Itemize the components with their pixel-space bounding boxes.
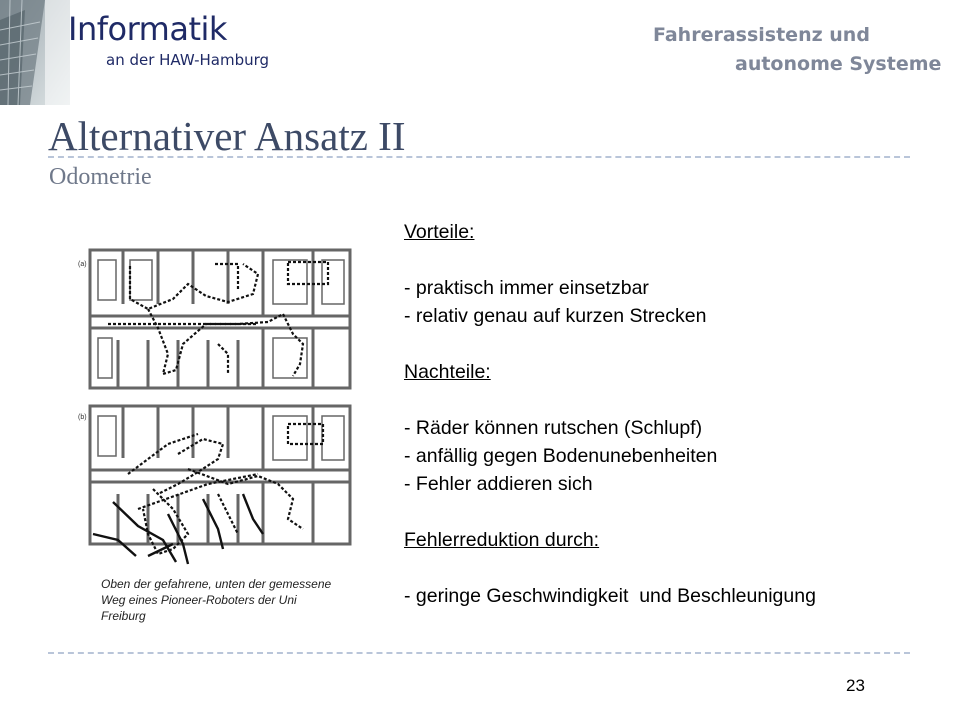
pros-heading: Vorteile: [404, 221, 475, 243]
reduction-item: - geringe Geschwindigkeit und Beschleunigung [404, 585, 816, 607]
pros-item: - relativ genau auf kurzen Strecken [404, 305, 707, 327]
pros-item: - praktisch immer einsetzbar [404, 277, 649, 299]
footer-divider [48, 652, 910, 654]
slide-title: Alternativer Ansatz II [48, 113, 406, 159]
course-title-line1: Fahrerassistenz und [653, 24, 870, 46]
floorplan-b [90, 406, 350, 544]
floorplan-a [90, 250, 350, 388]
figure-caption: Oben der gefahrene, unten der gemessene Weg eines Pioneer-Roboters der Uni Freiburg [101, 577, 332, 623]
slide-subtitle: Odometrie [49, 164, 152, 190]
cons-item: - Fehler addieren sich [404, 473, 593, 495]
logo-subtitle: an der HAW-Hamburg [106, 51, 270, 69]
course-title-line2: autonome Systeme [735, 53, 942, 75]
reduction-heading: Fehlerreduktion durch: [404, 529, 600, 551]
header-building-image [0, 0, 70, 105]
title-divider [48, 156, 910, 158]
figure-label-b: (b) [78, 414, 87, 421]
floorplan-figure [78, 244, 353, 574]
figure-label-a: (a) [78, 261, 87, 268]
content-text [404, 218, 924, 610]
logo-title: Informatik [68, 10, 227, 48]
cons-heading: Nachteile: [404, 361, 491, 383]
page-number: 23 [846, 676, 865, 695]
driven-path [108, 262, 328, 376]
cons-item: - Räder können rutschen (Schlupf) [404, 417, 703, 439]
cons-item: - anfällig gegen Bodenunebenheiten [404, 445, 718, 467]
